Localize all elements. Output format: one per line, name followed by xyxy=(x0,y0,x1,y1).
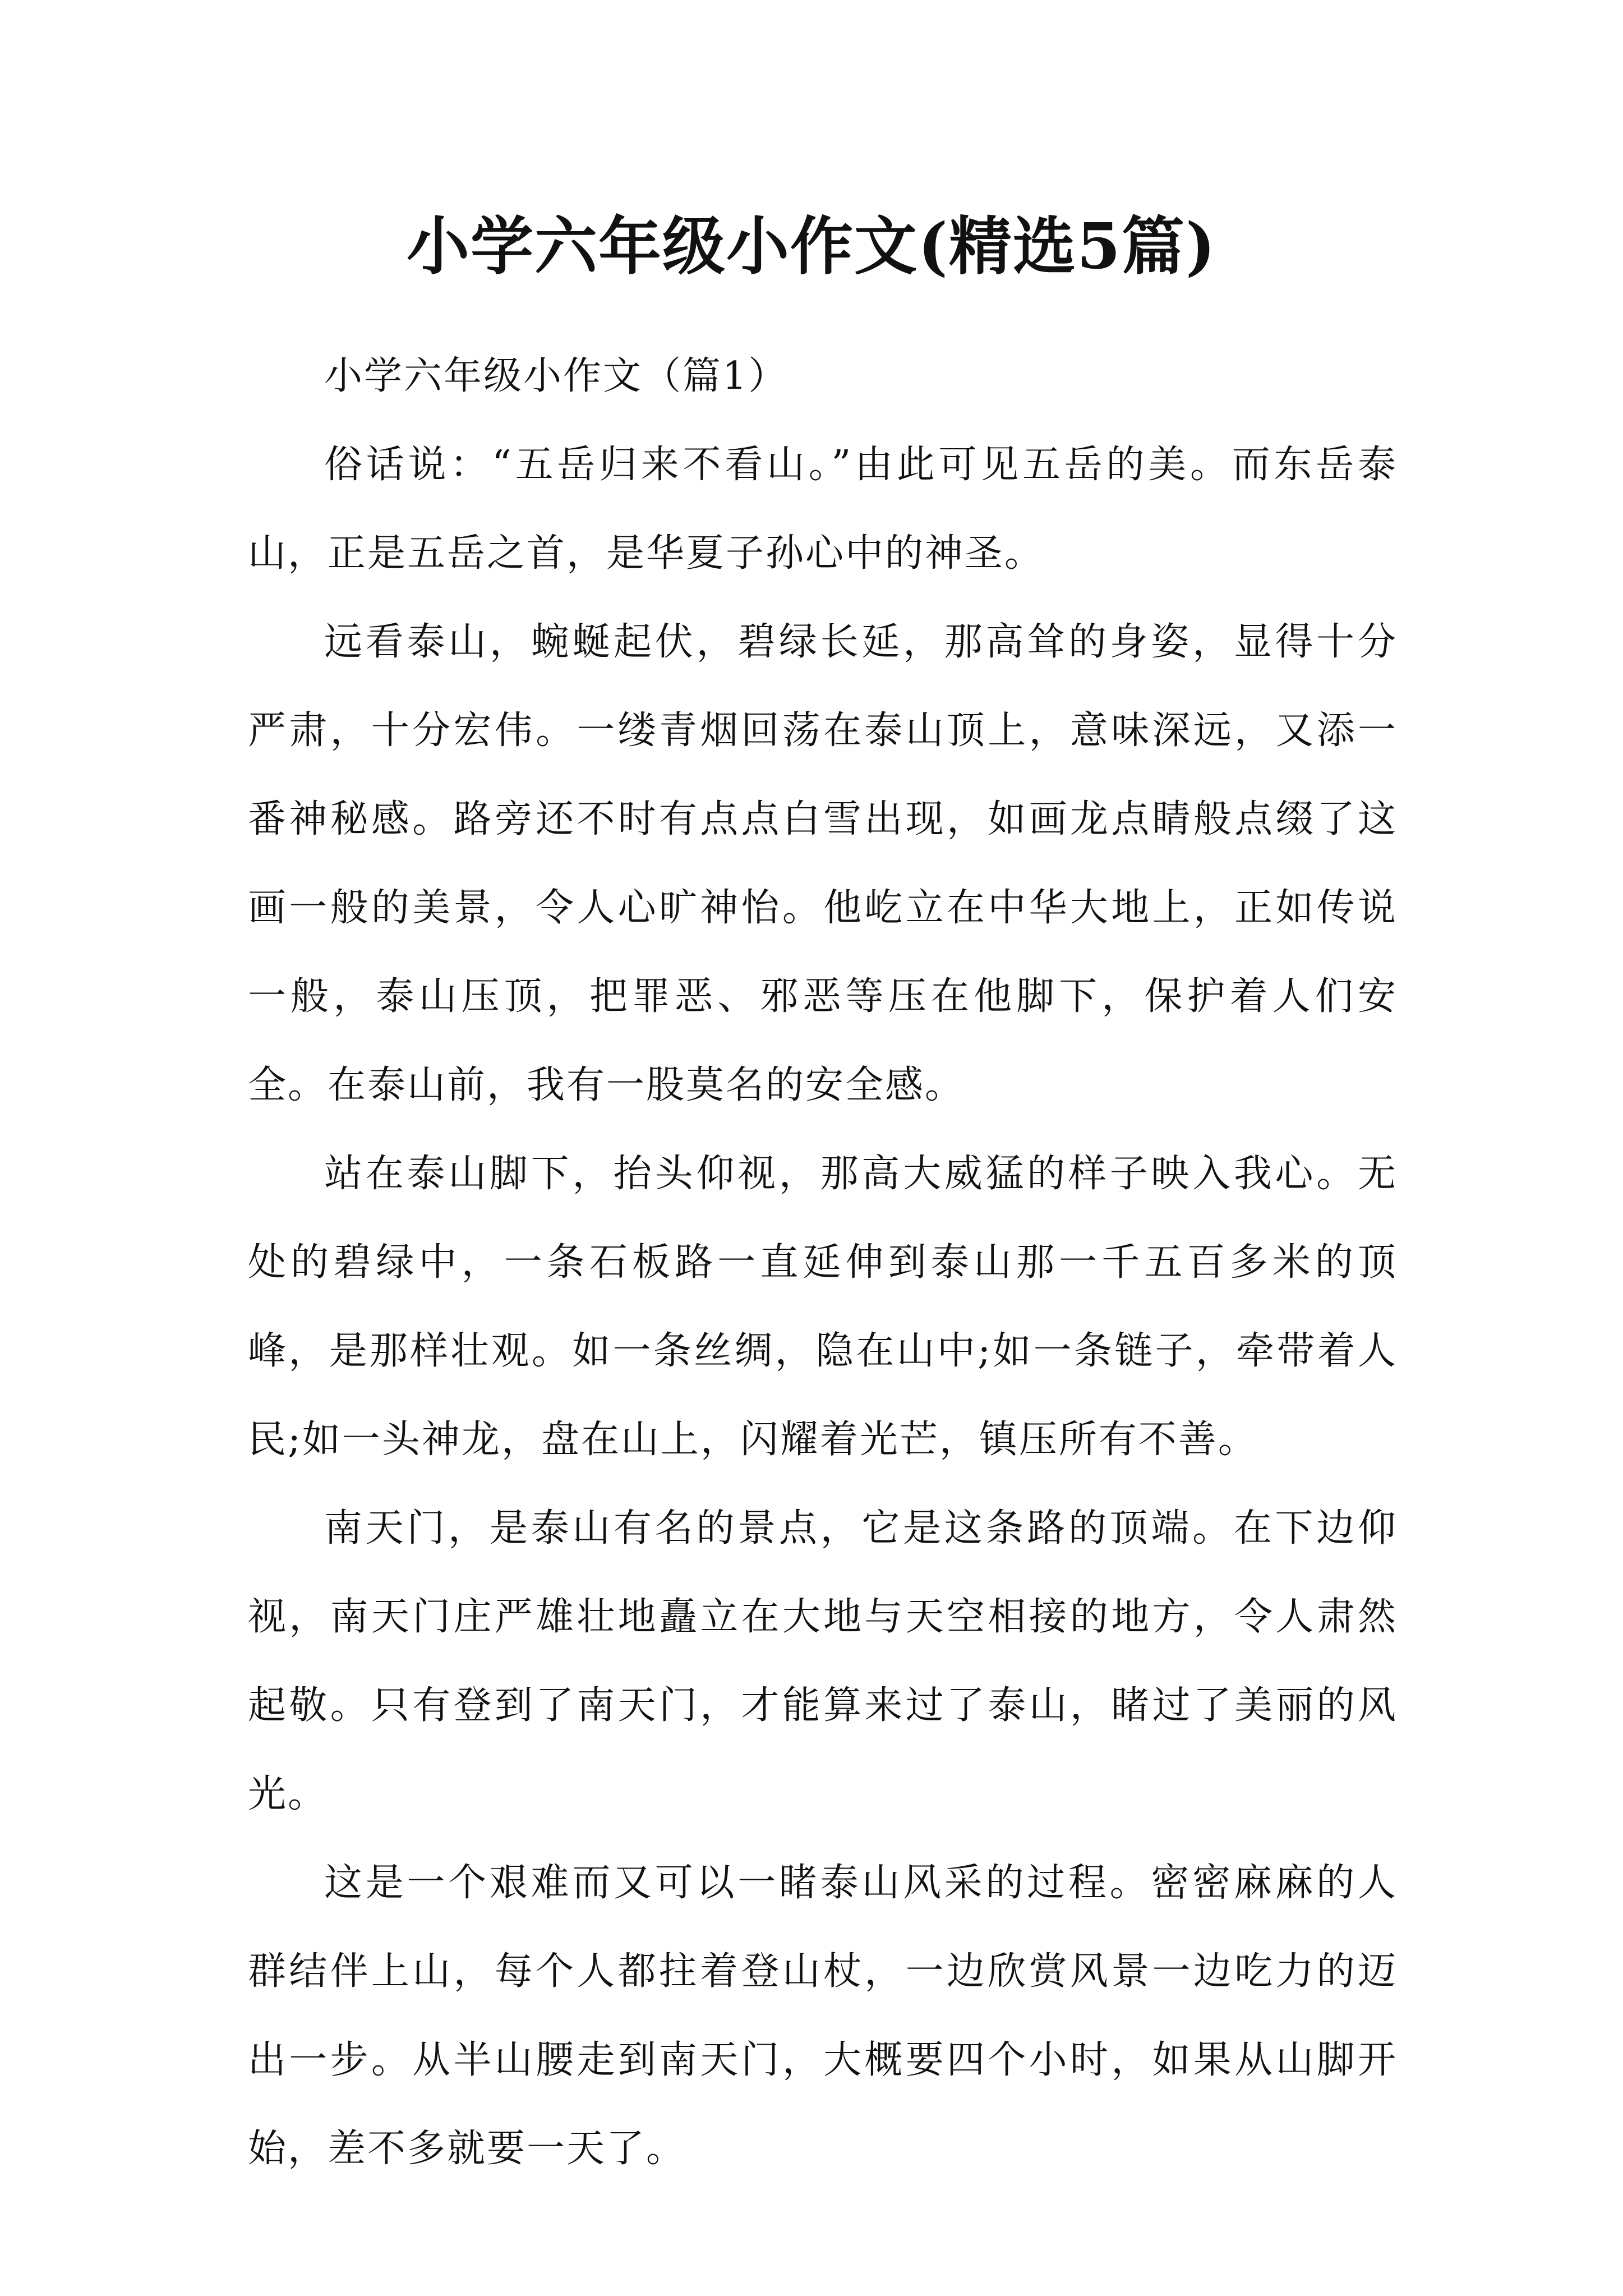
paragraph-1: 俗话说：“五岳归来不看山。”由此可见五岳的美。而东岳泰山，正是五岳之首，是华夏子孙心中的神圣。 xyxy=(248,443,1398,576)
paragraph-4: 南天门，是泰山有名的景点，它是这条路的顶端。在下边仰视，南天门庄严雄壮地矗立在大地与天空相接的地方，令人肃然起敬。只有登到了南天门，才能算来过了泰山，睹过了美丽的风光。 xyxy=(248,1506,1398,1816)
paragraph-3: 站在泰山脚下，抬头仰视，那高大威猛的样子映入我心。无处的碧绿中，一条石板路一直延伸到泰山那一千五百多米的顶峰，是那样壮观。如一条丝绸，隐在山中;如一条链子，牵带着人民;如一头神龙，盘在山上，闪耀着光芒，镇压所有不善。 xyxy=(248,1152,1398,1462)
section-heading: 小学六年级小作文（篇1） xyxy=(324,354,789,398)
document-body xyxy=(248,332,1398,2193)
document-title: 小学六年级小作文(精选5篇) xyxy=(407,210,1216,283)
paragraph-5: 这是一个艰难而又可以一睹泰山风采的过程。密密麻麻的人群结伴上山，每个人都拄着登山杖，一边欣赏风景一边吃力的迈出一步。从半山腰走到南天门，大概要四个小时，如果从山脚开始，差不多就要一天了。 xyxy=(248,1861,1398,2171)
paragraph-2: 远看泰山，蜿蜒起伏，碧绿长延，那高耸的身姿，显得十分严肃，十分宏伟。一缕青烟回荡在泰山顶上，意味深远，又添一番神秘感。路旁还不时有点点白雪出现，如画龙点睛般点缀了这画一般的美景，令人心旷神怡。他屹立在中华大地上，正如传说一般，泰山压顶，把罪恶、邪恶等压在他脚下，保护着人们安全。在泰山前，我有一股莫名的安全感。 xyxy=(248,620,1398,1107)
